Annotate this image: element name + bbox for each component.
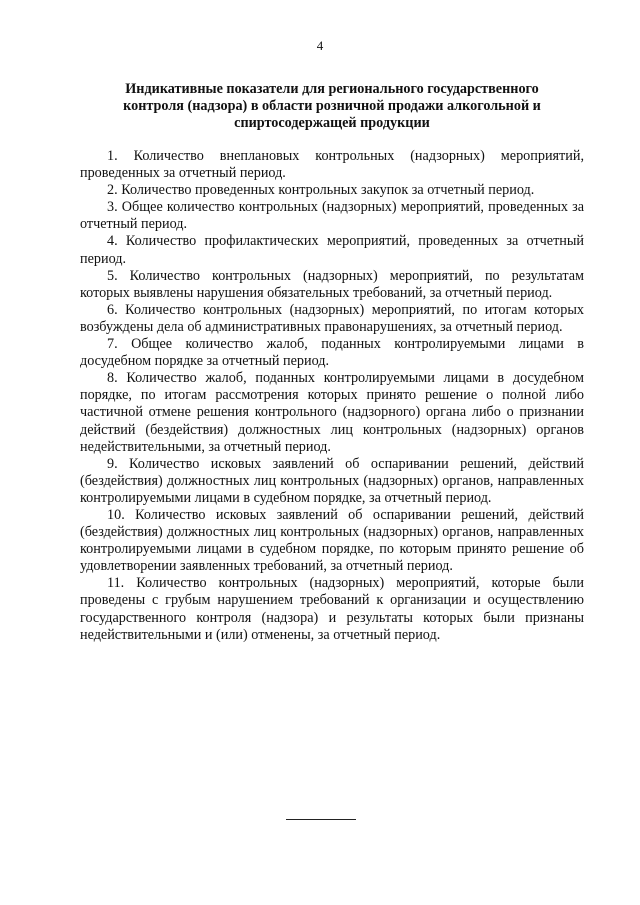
indicator-item-5: 5. Количество контрольных (надзорных) мероприятий, по результатам которых выявлены нарушения обязательных требований, за отчетный период.	[80, 267, 584, 301]
page-number: 4	[316, 38, 324, 53]
indicator-item-8: 8. Количество жалоб, поданных контролируемыми лицами в досудебном порядке, по итогам рассмотрения которых принято решение о полной либо частичной отмене решения контрольного (надзорного) органа либо о признании действий (бездействия) должностных лиц контрольных (надзорных) органов недействительными, за отчетный период.	[80, 370, 584, 455]
indicator-item-9: 9. Количество исковых заявлений об оспаривании решений, действий (бездействия) должностных лиц контрольных (надзорных) органов, направленных контролируемыми лицами в судебном порядке, за отчетный период.	[80, 455, 584, 506]
document-title	[80, 81, 584, 132]
indicator-item-11: 11. Количество контрольных (надзорных) мероприятий, которые были проведены с грубым нарушением требований к организации и осуществлению государственного контроля (надзора) и результаты которых были признаны недействительными и (или) отменены, за отчетный период.	[80, 575, 584, 643]
title-line-2: контроля (надзора) в области розничной продажи алкогольной и	[123, 98, 541, 114]
title-line-1: Индикативные показатели для регионального государственного	[125, 81, 539, 97]
indicator-item-4: 4. Количество профилактических мероприятий, проведенных за отчетный период.	[80, 233, 584, 267]
indicator-list	[80, 148, 584, 644]
indicator-item-2: 2. Количество проведенных контрольных закупок за отчетный период.	[107, 182, 535, 199]
indicator-item-1: 1. Количество внеплановых контрольных (надзорных) мероприятий, проведенных за отчетный период.	[80, 148, 584, 182]
footer-divider	[286, 819, 356, 820]
indicator-item-10: 10. Количество исковых заявлений об оспаривании решений, действий (бездействия) должностных лиц контрольных (надзорных) органов, направленных контролируемыми лицами в судебном порядке, по которым принято решение об удовлетворении заявленных требований, за отчетный период.	[80, 506, 584, 575]
indicator-item-3: 3. Общее количество контрольных (надзорных) мероприятий, проведенных за отчетный период.	[80, 199, 584, 233]
title-line-3: спиртосодержащей продукции	[234, 115, 430, 131]
indicator-item-7: 7. Общее количество жалоб, поданных контролируемыми лицами в досудебном порядке за отчетный период.	[80, 336, 584, 370]
indicator-item-6: 6. Количество контрольных (надзорных) мероприятий, по итогам которых возбуждены дела об административных правонарушениях, за отчетный период.	[80, 301, 584, 335]
